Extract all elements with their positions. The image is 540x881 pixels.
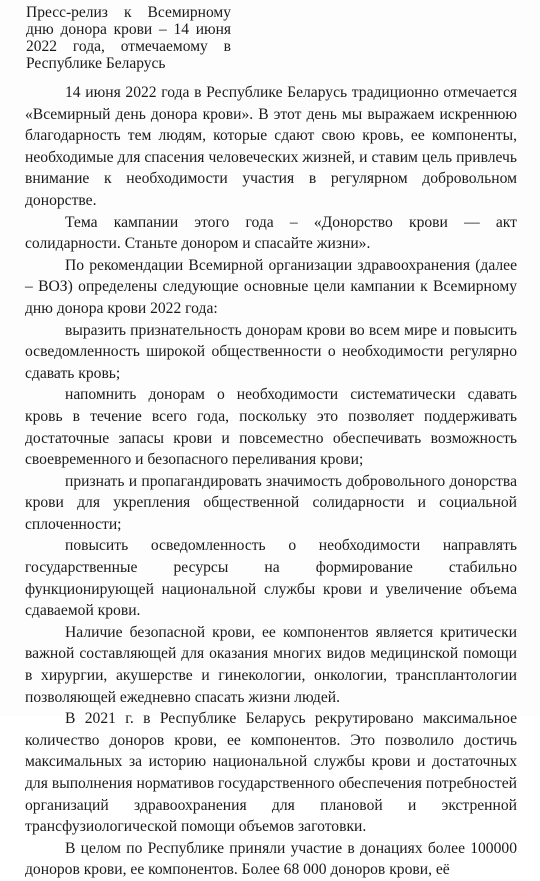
paragraph-2021-results: В 2021 г. в Республике Беларусь рекрутировано максимальное количество доноров крови, ее компонентов. Это позволило достичь максимальных за историю национальной службы крови и достаточных для выполнения нормативов государственного обеспечения потребностей организаций здравоохранения для плановой и экстренной трансфузиологической помощи объемов заготовки.	[25, 710, 517, 836]
paragraph-safe-blood: Наличие безопасной крови, ее компонентов является критически важной составляющей для оказания многих видов медицинской помощи в хирургии, акушерстве и гинекологии, онкологии, трансплантологии позволяющей ежедневно спасать жизни людей.	[25, 623, 517, 706]
document-body	[25, 82, 517, 881]
paragraph-intro: 14 июня 2022 года в Республике Беларусь традиционно отмечается «Всемирный день донора крови». В этот день мы выражаем искреннюю благодарность тем людям, которые сдают свою кровь, ее компоненты, необходимые для спасения человеческих жизней, и ставим цель привлечь внимание к необходимости участия в регулярном добровольном донорстве.	[25, 84, 517, 209]
paragraph-goal-1: выразить признательность донорам крови во всем мире и повысить осведомленность широкой общественности о необходимости регулярно сдавать кровь;	[25, 321, 517, 382]
paragraph-who-goals: По рекомендации Всемирной организации здравоохранения (далее – ВОЗ) определены следующие основные цели кампании к Всемирному дню донора крови 2022 года:	[25, 256, 517, 317]
press-release-header: Пресс-релиз к Всемирному дню донора крови – 14 июня 2022 года, отмечаемому в Республике Беларусь	[26, 4, 231, 72]
paragraph-goal-3: признать и пропагандировать значимость добровольного донорства крови для укрепления общественной солидарности и социальной сплоченности;	[25, 472, 517, 533]
paragraph-goal-4: повысить осведомленность о необходимости направлять государственные ресурсы на формирование стабильно функционирующей национальной службы крови и увеличение объема сдаваемой крови.	[25, 537, 517, 620]
paragraph-donation-totals: В целом по Республике приняли участие в донациях более 100000 доноров крови, ее компонентов. Более 68 000 доноров крови, её	[25, 839, 517, 879]
paragraph-campaign-theme: Тема кампании этого года – «Донорство крови — акт солидарности. Станьте донором и спасайте жизни».	[25, 213, 517, 253]
paragraph-goal-2: напомнить донорам о необходимости систематически сдавать кровь в течение всего года, поскольку это позволяет поддерживать достаточные запасы крови и повсеместно обеспечивать возможность своевременного и безопасного переливания крови;	[25, 386, 517, 469]
